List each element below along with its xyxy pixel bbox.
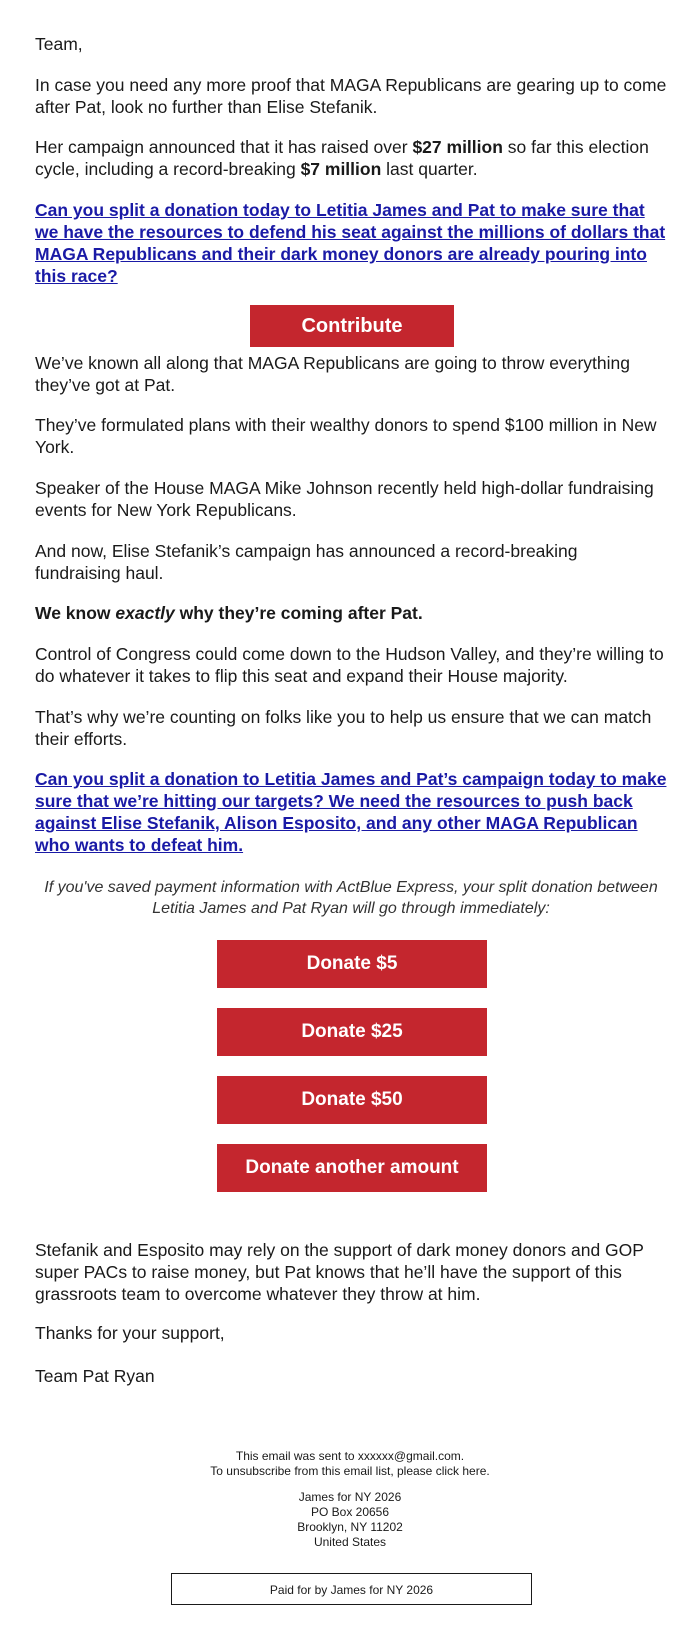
- signoff: Team Pat Ryan: [35, 1366, 155, 1386]
- footer-sent-to: This email was sent to xxxxxx@gmail.com.: [235, 1449, 465, 1463]
- donation-link-paragraph-1: [35, 199, 667, 287]
- donate-another-amount-button[interactable]: Donate another amount: [217, 1144, 487, 1192]
- donate-25-button[interactable]: Donate $25: [217, 1008, 487, 1056]
- donation-link-1[interactable]: Can you split a donation today to Letitia James and Pat to make sure that we have the resources to defend his seat against the millions of dollars that MAGA Republicans and their dark money donors are already pouring into this race?: [35, 200, 666, 286]
- donate-50-button[interactable]: Donate $50: [217, 1076, 487, 1124]
- amount-7-million: $7 million: [300, 159, 382, 179]
- donate-5-button[interactable]: Donate $5: [217, 940, 487, 988]
- donation-link-2[interactable]: Can you split a donation to Letitia James and Pat’s campaign today to make sure that we’re hitting our targets? We need the resources to push back against Elise Stefanik, Alison Esposito, and any other MAGA Republican who wants to defeat him.: [35, 769, 667, 855]
- thanks-line: Thanks for your support,: [35, 1323, 225, 1343]
- paragraph-speaker-johnson: Speaker of the House MAGA Mike Johnson recently held high-dollar fundraising events for New York Republicans.: [35, 478, 654, 520]
- paid-for-disclaimer: Paid for by James for NY 2026: [171, 1573, 532, 1605]
- actblue-express-note: If you've saved payment information with ActBlue Express, your split donation between Letitia James and Pat Ryan will go through immediately:: [44, 879, 658, 917]
- paragraph-fundraising: Her campaign announced that it has raised over $27 million so far this election cycle, including a record-breaking $7 million last quarter.: [35, 137, 649, 179]
- paragraph-100-million: They’ve formulated plans with their wealthy donors to spend $100 million in New York.: [35, 415, 657, 457]
- paragraph-grassroots: Stefanik and Esposito may rely on the support of dark money donors and GOP super PACs to raise money, but Pat knows that he’ll have the support of this grassroots team to overcome whatever they throw at him.: [35, 1240, 644, 1304]
- paragraph-we-know: We know exactly why they’re coming after Pat.: [35, 603, 423, 623]
- footer-unsubscribe: [0, 1464, 700, 1479]
- donation-link-paragraph-2: [35, 768, 667, 856]
- paragraph-counting-on-you: That’s why we’re counting on folks like you to help us ensure that we can match their efforts.: [35, 707, 652, 749]
- greeting: Team,: [35, 34, 83, 54]
- amount-27-million: $27 million: [412, 137, 503, 157]
- contribute-button[interactable]: Contribute: [250, 305, 454, 347]
- footer-org-name: James for NY 2026: [298, 1490, 402, 1504]
- paragraph-control-of-congress: Control of Congress could come down to the Hudson Valley, and they’re willing to do whatever it takes to flip this seat and expand their House majority.: [35, 644, 664, 686]
- footer-country: United States: [313, 1535, 387, 1549]
- footer-city: Brooklyn, NY 11202: [297, 1520, 403, 1534]
- unsubscribe-link[interactable]: To unsubscribe from this email list, please click here.: [210, 1464, 490, 1478]
- paragraph-throw-everything: We’ve known all along that MAGA Republicans are going to throw everything they’ve got at Pat.: [35, 353, 631, 395]
- footer-po-box: PO Box 20656: [310, 1505, 390, 1519]
- paragraph-intro: In case you need any more proof that MAGA Republicans are gearing up to come after Pat, look no further than Elise Stefanik.: [35, 75, 667, 117]
- paragraph-record-haul: And now, Elise Stefanik’s campaign has announced a record-breaking fundraising haul.: [35, 541, 578, 583]
